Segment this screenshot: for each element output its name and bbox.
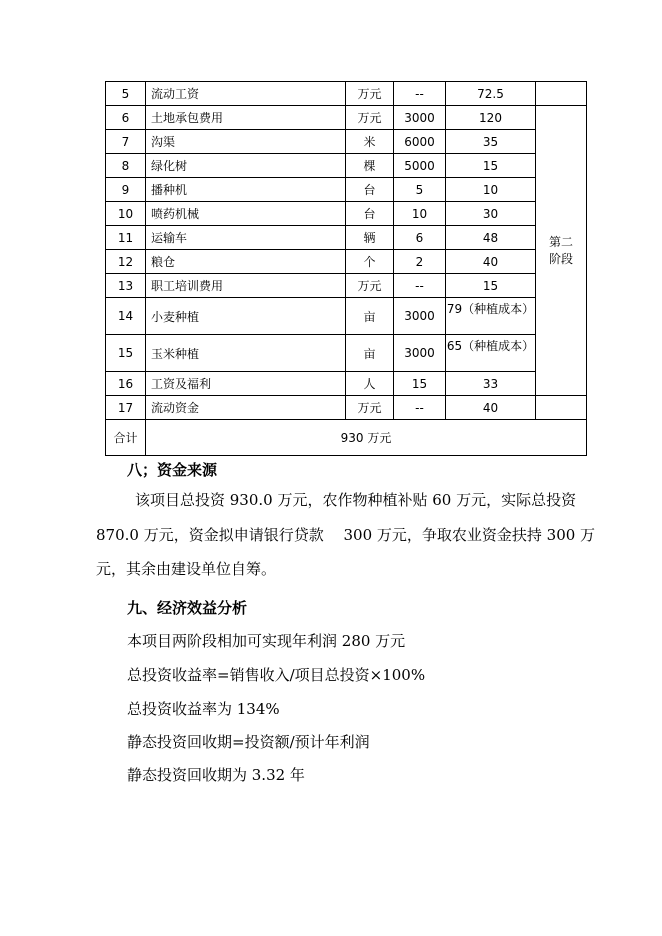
item-name-cell: 播种机 — [146, 178, 346, 202]
amount-cell: 40 — [446, 396, 536, 420]
amount-cell: 120 — [446, 106, 536, 130]
stage-label-line-2: 阶段 — [548, 251, 573, 266]
amount-cell: 79（种植成本） — [446, 298, 536, 335]
unit-cell: 棵 — [346, 154, 394, 178]
table-row — [106, 106, 587, 130]
investment-table-body — [106, 82, 587, 456]
table-row — [106, 298, 587, 335]
section8-paragraph-line-1: 该项目总投资 930.0 万元，农作物种植补贴 60 万元，实际总投资 — [135, 491, 577, 509]
row-number-cell: 14 — [106, 298, 146, 335]
row-number-cell: 6 — [106, 106, 146, 130]
unit-cell: 万元 — [346, 396, 394, 420]
total-label-cell: 合计 — [106, 420, 146, 456]
item-name-cell: 运输车 — [146, 226, 346, 250]
table-row — [106, 250, 587, 274]
quantity-cell: 15 — [394, 372, 446, 396]
section9-heading: 九、经济效益分析 — [127, 599, 248, 617]
payback-value-line: 静态投资回收期为 3.32 年 — [127, 766, 305, 784]
unit-cell: 台 — [346, 178, 394, 202]
stage-cell — [536, 106, 587, 396]
stage-label-line-1: 第二 — [548, 234, 573, 249]
amount-cell: 30 — [446, 202, 536, 226]
item-name-cell: 粮仓 — [146, 250, 346, 274]
amount-cell: 15 — [446, 154, 536, 178]
row-number-cell: 9 — [106, 178, 146, 202]
unit-cell: 辆 — [346, 226, 394, 250]
amount-cell: 10 — [446, 178, 536, 202]
quantity-cell: -- — [394, 82, 446, 106]
payback-formula-line: 静态投资回收期=投资额/预计年利润 — [127, 733, 370, 751]
section8-paragraph-line-2: 870.0 万元，资金拟申请银行贷款 300 万元，争取农业资金扶持 300 万 — [96, 526, 596, 544]
unit-cell: 米 — [346, 130, 394, 154]
quantity-cell: 10 — [394, 202, 446, 226]
stage-cell-empty — [536, 396, 587, 420]
table-row — [106, 82, 587, 106]
stage-cell-empty — [536, 82, 587, 106]
quantity-cell: 5 — [394, 178, 446, 202]
quantity-cell: 5000 — [394, 154, 446, 178]
item-name-cell: 喷药机械 — [146, 202, 346, 226]
table-row — [106, 335, 587, 372]
total-value-cell: 930 万元 — [146, 420, 587, 456]
item-name-cell: 工资及福利 — [146, 372, 346, 396]
row-number-cell: 10 — [106, 202, 146, 226]
amount-cell: 72.5 — [446, 82, 536, 106]
unit-cell: 万元 — [346, 106, 394, 130]
table-row — [106, 178, 587, 202]
amount-cell: 33 — [446, 372, 536, 396]
row-number-cell: 11 — [106, 226, 146, 250]
quantity-cell: 6000 — [394, 130, 446, 154]
section8-paragraph-line-3: 元，其余由建设单位自筹。 — [96, 560, 277, 578]
amount-cell: 35 — [446, 130, 536, 154]
unit-cell: 万元 — [346, 82, 394, 106]
table-row — [106, 396, 587, 420]
item-name-cell: 流动工资 — [146, 82, 346, 106]
unit-cell: 台 — [346, 202, 394, 226]
unit-cell: 亩 — [346, 298, 394, 335]
roi-value-line: 总投资收益率为 134% — [127, 700, 280, 718]
investment-table — [105, 81, 587, 456]
row-number-cell: 15 — [106, 335, 146, 372]
quantity-cell: 2 — [394, 250, 446, 274]
item-name-cell: 沟渠 — [146, 130, 346, 154]
table-row — [106, 130, 587, 154]
row-number-cell: 7 — [106, 130, 146, 154]
amount-cell: 40 — [446, 250, 536, 274]
amount-cell: 48 — [446, 226, 536, 250]
item-name-cell: 小麦种植 — [146, 298, 346, 335]
unit-cell: 人 — [346, 372, 394, 396]
row-number-cell: 5 — [106, 82, 146, 106]
item-name-cell: 职工培训费用 — [146, 274, 346, 298]
table-row — [106, 226, 587, 250]
quantity-cell: 3000 — [394, 106, 446, 130]
item-name-cell: 绿化树 — [146, 154, 346, 178]
table-row — [106, 274, 587, 298]
unit-cell: 个 — [346, 250, 394, 274]
quantity-cell: 3000 — [394, 298, 446, 335]
unit-cell: 亩 — [346, 335, 394, 372]
quantity-cell: -- — [394, 274, 446, 298]
row-number-cell: 16 — [106, 372, 146, 396]
unit-cell: 万元 — [346, 274, 394, 298]
annual-profit-line: 本项目两阶段相加可实现年利润 280 万元 — [127, 632, 406, 650]
quantity-cell: 6 — [394, 226, 446, 250]
row-number-cell: 12 — [106, 250, 146, 274]
amount-cell: 65（种植成本） — [446, 335, 536, 372]
row-number-cell: 8 — [106, 154, 146, 178]
quantity-cell: -- — [394, 396, 446, 420]
item-name-cell: 土地承包费用 — [146, 106, 346, 130]
table-row — [106, 154, 587, 178]
amount-cell: 15 — [446, 274, 536, 298]
table-row — [106, 372, 587, 396]
quantity-cell: 3000 — [394, 335, 446, 372]
item-name-cell: 流动资金 — [146, 396, 346, 420]
section8-heading: 八；资金来源 — [127, 461, 218, 479]
row-number-cell: 13 — [106, 274, 146, 298]
total-row — [106, 420, 587, 456]
item-name-cell: 玉米种植 — [146, 335, 346, 372]
roi-formula-line: 总投资收益率=销售收入/项目总投资×100% — [127, 666, 426, 684]
row-number-cell: 17 — [106, 396, 146, 420]
table-row — [106, 202, 587, 226]
